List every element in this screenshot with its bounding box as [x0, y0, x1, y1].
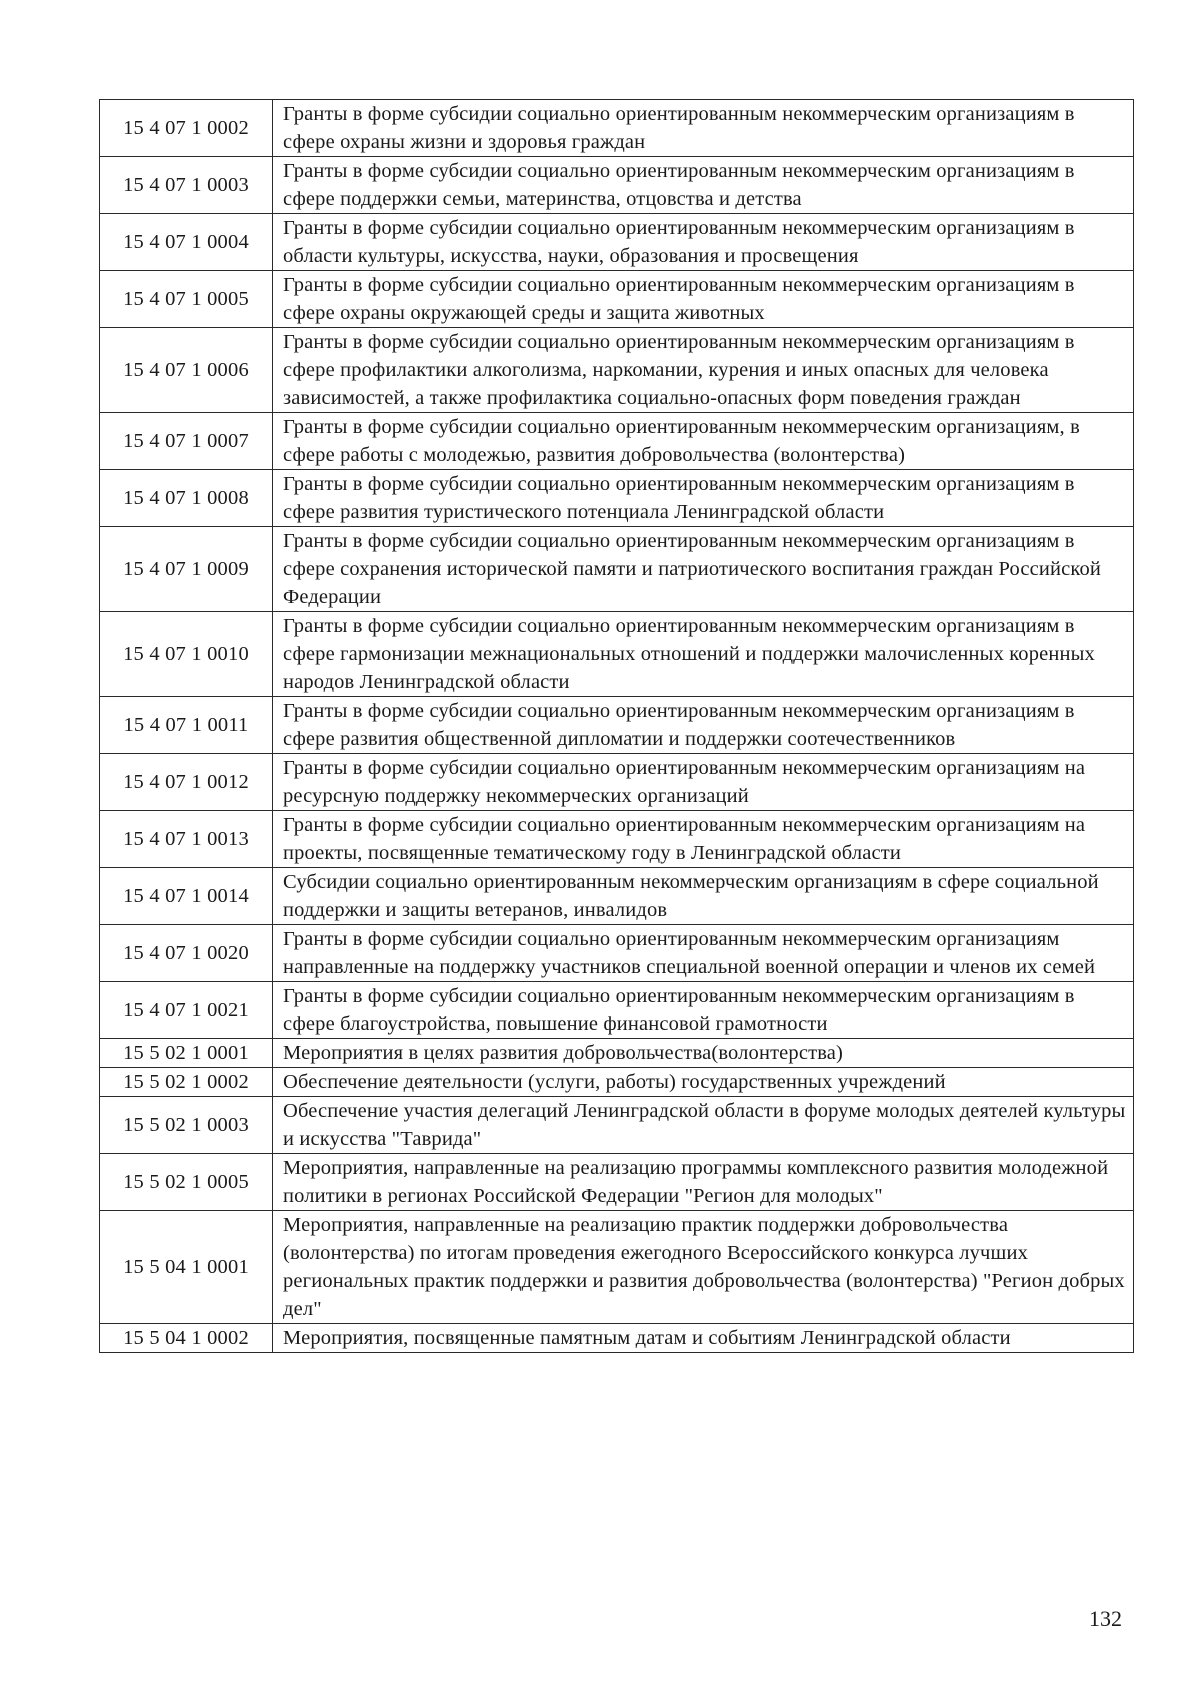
- table-row: [100, 413, 1134, 470]
- description-cell: Гранты в форме субсидии социально ориентированным некоммерческим организациям в сфере гармонизации межнациональных отношений и поддержки малочисленных коренных народов Ленинградской области: [273, 612, 1134, 697]
- table-row: [100, 811, 1134, 868]
- table-row: [100, 1211, 1134, 1324]
- table-row: [100, 982, 1134, 1039]
- description-cell: Мероприятия в целях развития добровольчества(волонтерства): [273, 1039, 1134, 1068]
- table-row: [100, 612, 1134, 697]
- table-row: [100, 157, 1134, 214]
- budget-code-cell: 15 4 07 1 0003: [100, 157, 273, 214]
- table-row: [100, 1097, 1134, 1154]
- description-cell: Субсидии социально ориентированным некоммерческим организациям в сфере социальной поддержки и защиты ветеранов, инвалидов: [273, 868, 1134, 925]
- description-cell: Мероприятия, направленные на реализацию практик поддержки добровольчества (волонтерства) по итогам проведения ежегодного Всероссийского конкурса лучших региональных практик поддержки и развития добровольчества (волонтерства) "Регион добрых дел": [273, 1211, 1134, 1324]
- table-row: [100, 754, 1134, 811]
- description-cell: Гранты в форме субсидии социально ориентированным некоммерческим организациям в области культуры, искусства, науки, образования и просвещения: [273, 214, 1134, 271]
- description-cell: Гранты в форме субсидии социально ориентированным некоммерческим организациям в сфере охраны жизни и здоровья граждан: [273, 100, 1134, 157]
- table-row: [100, 1324, 1134, 1353]
- table-row: [100, 1068, 1134, 1097]
- description-cell: Гранты в форме субсидии социально ориентированным некоммерческим организациям в сфере сохранения исторической памяти и патриотического воспитания граждан Российской Федерации: [273, 527, 1134, 612]
- description-cell: Гранты в форме субсидии социально ориентированным некоммерческим организациям в сфере развития общественной дипломатии и поддержки соотечественников: [273, 697, 1134, 754]
- table-row: [100, 100, 1134, 157]
- table-row: [100, 925, 1134, 982]
- budget-code-cell: 15 4 07 1 0006: [100, 328, 273, 413]
- description-cell: Гранты в форме субсидии социально ориентированным некоммерческим организациям в сфере профилактики алкоголизма, наркомании, курения и иных опасных для человека зависимостей, а также профилактика социально-опасных форм поведения граждан: [273, 328, 1134, 413]
- budget-codes-table-body: [100, 100, 1134, 1353]
- budget-code-cell: 15 4 07 1 0009: [100, 527, 273, 612]
- budget-code-cell: 15 4 07 1 0020: [100, 925, 273, 982]
- description-cell: Гранты в форме субсидии социально ориентированным некоммерческим организациям в сфере благоустройства, повышение финансовой грамотности: [273, 982, 1134, 1039]
- table-row: [100, 1154, 1134, 1211]
- budget-code-cell: 15 4 07 1 0013: [100, 811, 273, 868]
- budget-code-cell: 15 4 07 1 0007: [100, 413, 273, 470]
- budget-code-cell: 15 5 02 1 0002: [100, 1068, 273, 1097]
- budget-code-cell: 15 4 07 1 0002: [100, 100, 273, 157]
- table-row: [100, 470, 1134, 527]
- budget-codes-table: [99, 99, 1134, 1353]
- budget-code-cell: 15 5 02 1 0003: [100, 1097, 273, 1154]
- budget-code-cell: 15 4 07 1 0021: [100, 982, 273, 1039]
- description-cell: Гранты в форме субсидии социально ориентированным некоммерческим организациям в сфере развития туристического потенциала Ленинградской области: [273, 470, 1134, 527]
- table-row: [100, 697, 1134, 754]
- table-row: [100, 868, 1134, 925]
- table-row: [100, 1039, 1134, 1068]
- budget-code-cell: 15 4 07 1 0010: [100, 612, 273, 697]
- budget-code-cell: 15 5 04 1 0002: [100, 1324, 273, 1353]
- budget-code-cell: 15 5 02 1 0005: [100, 1154, 273, 1211]
- budget-code-cell: 15 4 07 1 0004: [100, 214, 273, 271]
- budget-code-cell: 15 4 07 1 0014: [100, 868, 273, 925]
- budget-code-cell: 15 4 07 1 0012: [100, 754, 273, 811]
- budget-code-cell: 15 5 04 1 0001: [100, 1211, 273, 1324]
- description-cell: Мероприятия, направленные на реализацию программы комплексного развития молодежной политики в регионах Российской Федерации "Регион для молодых": [273, 1154, 1134, 1211]
- page-number: 132: [1089, 1606, 1122, 1631]
- description-cell: Гранты в форме субсидии социально ориентированным некоммерческим организациям, в сфере работы с молодежью, развития добровольчества (волонтерства): [273, 413, 1134, 470]
- budget-code-cell: 15 4 07 1 0005: [100, 271, 273, 328]
- table-row: [100, 527, 1134, 612]
- description-cell: Гранты в форме субсидии социально ориентированным некоммерческим организациям на ресурсную поддержку некоммерческих организаций: [273, 754, 1134, 811]
- budget-code-cell: 15 5 02 1 0001: [100, 1039, 273, 1068]
- description-cell: Гранты в форме субсидии социально ориентированным некоммерческим организациям в сфере охраны окружающей среды и защита животных: [273, 271, 1134, 328]
- budget-code-cell: 15 4 07 1 0011: [100, 697, 273, 754]
- description-cell: Обеспечение участия делегаций Ленинградской области в форуме молодых деятелей культуры и искусства "Таврида": [273, 1097, 1134, 1154]
- table-row: [100, 271, 1134, 328]
- description-cell: Гранты в форме субсидии социально ориентированным некоммерческим организациям на проекты, посвященные тематическому году в Ленинградской области: [273, 811, 1134, 868]
- table-row: [100, 214, 1134, 271]
- description-cell: Гранты в форме субсидии социально ориентированным некоммерческим организациям направленные на поддержку участников специальной военной операции и членов их семей: [273, 925, 1134, 982]
- description-cell: Гранты в форме субсидии социально ориентированным некоммерческим организациям в сфере поддержки семьи, материнства, отцовства и детства: [273, 157, 1134, 214]
- description-cell: Мероприятия, посвященные памятным датам и событиям Ленинградской области: [273, 1324, 1134, 1353]
- table-row: [100, 328, 1134, 413]
- budget-code-cell: 15 4 07 1 0008: [100, 470, 273, 527]
- description-cell: Обеспечение деятельности (услуги, работы) государственных учреждений: [273, 1068, 1134, 1097]
